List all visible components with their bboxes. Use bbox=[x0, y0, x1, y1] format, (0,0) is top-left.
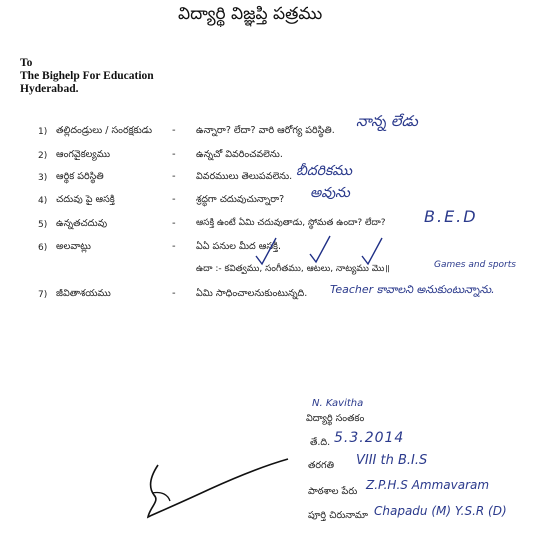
row-topic: ఉన్నతచదువు bbox=[56, 218, 108, 229]
row-number: 5) bbox=[38, 220, 48, 230]
row-question: ఉన్నారా? లేదా? వారి ఆరోగ్య పరిస్థితి. bbox=[196, 125, 335, 136]
signature-stroke bbox=[148, 459, 288, 517]
row-topic: జీవితాశయము bbox=[56, 288, 111, 299]
row-question: ఆసక్తి ఉంటే ఏమి చదువుతాడు, స్థోమత ఉందా? లేదా? bbox=[196, 218, 386, 228]
row-dash: - bbox=[172, 125, 176, 136]
row-question: వివరములు తెలుపవలెను. bbox=[196, 171, 293, 182]
row-dash: - bbox=[172, 171, 176, 182]
row-dash: - bbox=[172, 218, 176, 229]
form-title: విద్యార్థి విజ్ఞప్తి పత్రము bbox=[178, 4, 323, 24]
row-answer: అవును bbox=[310, 185, 350, 201]
check-mark-icon bbox=[256, 238, 276, 264]
row-topic: ఆర్థిక పరిస్థితి bbox=[56, 171, 104, 182]
date-label: తే.ది. bbox=[310, 437, 331, 448]
check-mark-icon bbox=[310, 236, 330, 262]
row-dash: - bbox=[172, 194, 176, 205]
official-signature bbox=[140, 455, 300, 527]
row-topic: ఆంగవైకల్యము bbox=[56, 149, 111, 160]
row-topic: తల్లిదండ్రులు / సంరక్షకుడు bbox=[56, 125, 153, 136]
row-topic: చదువు పై ఆసక్తి bbox=[56, 194, 115, 205]
address-value: Chapadu (M) Y.S.R (D) bbox=[374, 504, 507, 518]
row-dash: - bbox=[172, 288, 176, 299]
row-dash: - bbox=[172, 149, 176, 160]
check-mark-icon bbox=[362, 238, 382, 264]
address-to: To bbox=[20, 57, 33, 69]
signature-label: విద్యార్థి సంతకం bbox=[306, 413, 365, 424]
row-number: 7) bbox=[38, 290, 48, 300]
row-question-example: ఉదా :- కవిత్వము, సంగీతము, ఆటలు, నాట్యము మొ॥ bbox=[196, 264, 390, 274]
school-value: Z.P.H.S Ammavaram bbox=[366, 478, 490, 492]
row-number: 6) bbox=[38, 243, 48, 253]
row-answer: Teacher కావాలని అనుకుంటున్నాను. bbox=[330, 283, 495, 296]
class-label: తరగతి bbox=[308, 460, 334, 471]
row-question: ఉన్నచో వివరించవలెను. bbox=[196, 149, 283, 160]
row-dash: - bbox=[172, 241, 176, 252]
student-name: N. Kavitha bbox=[312, 398, 364, 409]
school-label: పాఠశాల పేరు bbox=[308, 486, 358, 497]
row-number: 4) bbox=[38, 196, 48, 206]
row-question: ఏఏ పనుల మీద ఆసక్తి. bbox=[196, 241, 282, 252]
row-topic: అలవాట్లు bbox=[56, 241, 91, 252]
row-answer: నాన్న లేడు bbox=[356, 112, 418, 130]
row-answer: Games and sports bbox=[434, 260, 516, 270]
row-question: శ్రద్ధగా చదువుచున్నారా? bbox=[196, 194, 285, 205]
row-number: 2) bbox=[38, 151, 48, 161]
row-number: 3) bbox=[38, 173, 48, 183]
address-city: Hyderabad. bbox=[20, 83, 79, 95]
address-label: పూర్తి చిరునామా bbox=[308, 510, 368, 521]
row-answer: B.E.D bbox=[424, 207, 478, 226]
address-org: The Bighelp For Education bbox=[20, 70, 154, 82]
class-value: VIII th B.I.S bbox=[356, 453, 428, 468]
check-marks bbox=[250, 234, 390, 268]
row-question: ఏమి సాధించాలనుకుంటున్నది. bbox=[196, 288, 308, 299]
row-number: 1) bbox=[38, 127, 48, 137]
date-value: 5.3.2014 bbox=[334, 430, 405, 446]
row-answer: బీదరికము bbox=[296, 163, 352, 179]
